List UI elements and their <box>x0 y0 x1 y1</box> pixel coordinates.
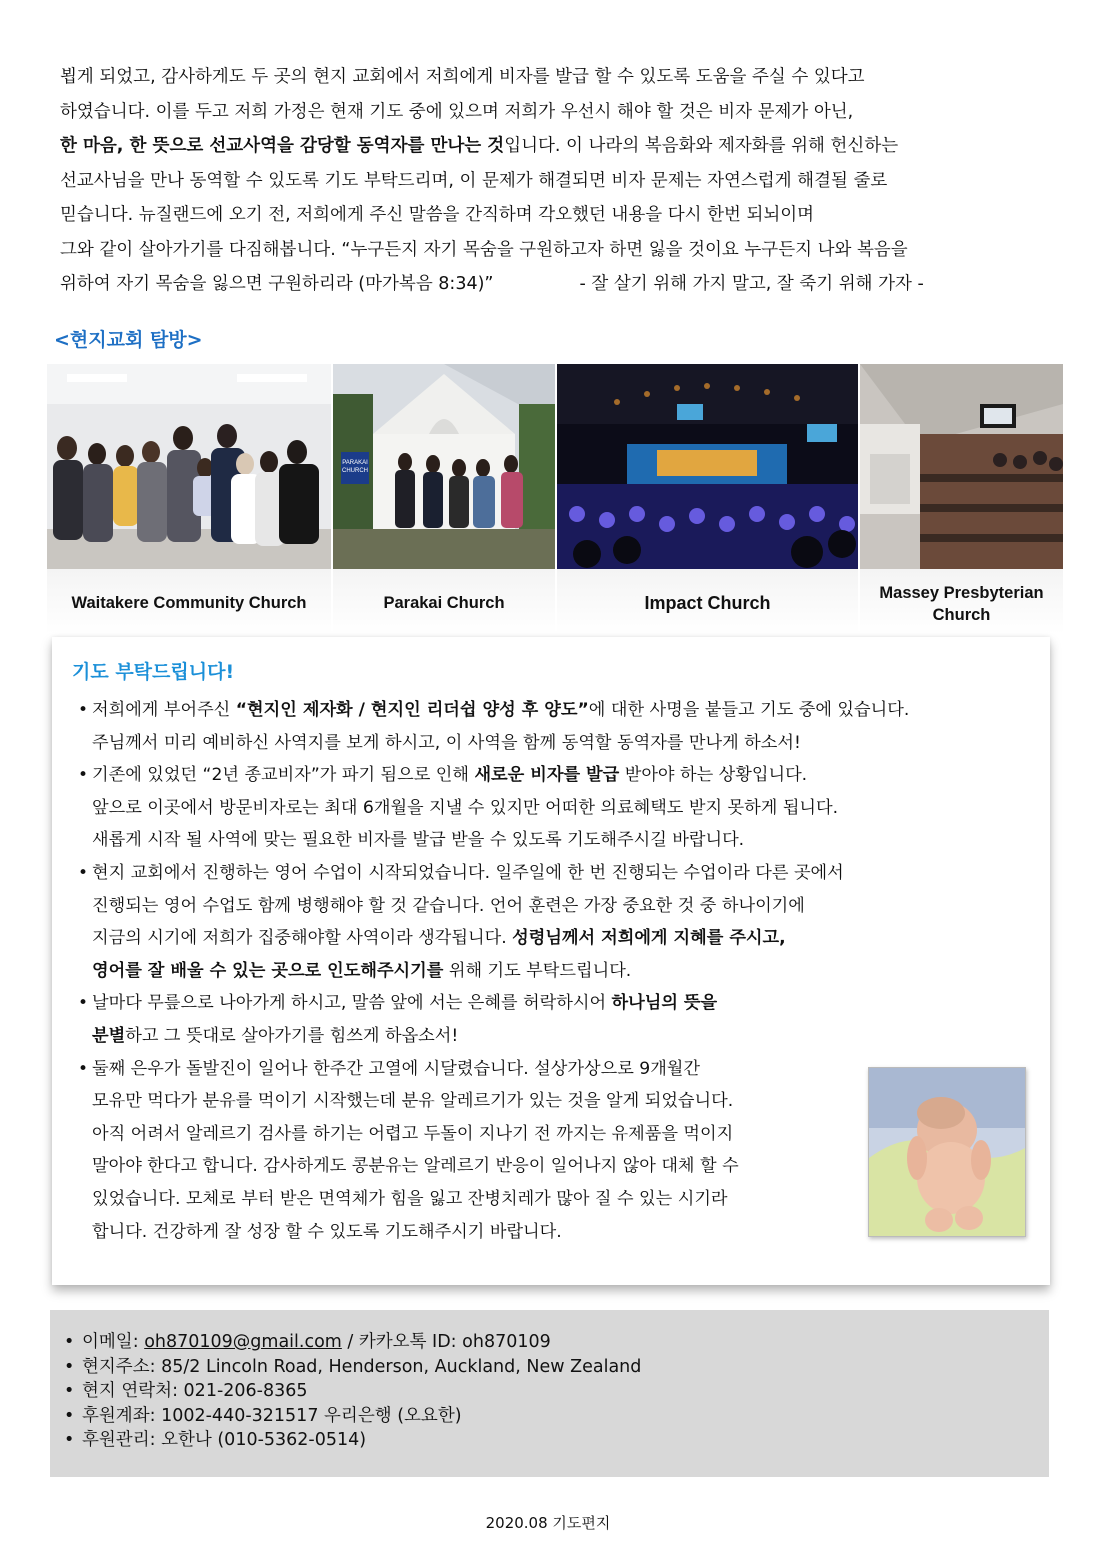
intro-line: 믿습니다. 뉴질랜드에 오기 전, 저희에게 주신 말씀을 간직하며 각오했던 내용을 다시 한번 되뇌이며 <box>60 205 815 225</box>
contact-list <box>64 1330 641 1453</box>
scripture-quote: 위하여 자기 목숨을 잃으면 구원하리라 (마가복음 8:34)” <box>60 274 494 294</box>
bullet-icon: • <box>64 1332 75 1352</box>
address-row: • 현지주소: 85/2 Lincoln Road, Henderson, Auckland, New Zealand <box>64 1355 641 1380</box>
bold-phrase: “현지인 제자화 / 현지인 리더쉽 양성 후 양도” <box>235 700 589 720</box>
intro-line: 뵙게 되었고, 감사하게도 두 곳의 현지 교회에서 저희에게 비자를 발급 할 수 있도록 도움을 주실 수 있다고 <box>60 67 865 87</box>
bold-phrase: 성령님께서 저희에게 지혜를 주시고, <box>512 928 786 949</box>
section-title: <현지교회 탐방> <box>54 329 203 351</box>
prayer-item: • 저희에게 부어주신 “현지인 제자화 / 현지인 리더쉽 양성 후 양도”에 대한 사명을 붙들고 기도 중에 있습니다. 주님께서 미리 예비하신 사역지를 보게 하시고, 이 사역을 함께 동역할 동역자를 만나게 하소서! <box>74 694 1034 759</box>
prayer-item: • 기존에 있었던 “2년 종교비자”가 파기 됨으로 인해 새로운 비자를 발급 받아야 하는 상황입니다. 앞으로 이곳에서 방문비자로는 최대 6개월을 지낼 수 있지만 어떠한 의료혜택도 받지 못하게 됩니다. 새롭게 시작 될 사역에 맞는 필요한 비자를 발급 받을 수 있도록 기도해주시길 바랍니다. <box>74 759 1034 857</box>
church-sign-text: PARAKAI <box>342 460 368 466</box>
intro-line: 선교사님을 만나 동역할 수 있도록 기도 부탁드리며, 이 문제가 해결되면 비자 문제는 자연스럽게 해결될 줄로 <box>60 170 888 191</box>
bold-phrase: 영어를 잘 배울 수 있는 곳으로 인도해주시기를 <box>92 960 444 981</box>
email-link[interactable]: oh870109@gmail.com <box>144 1332 342 1352</box>
church-photo-strip <box>47 364 1063 634</box>
prayer-title: 기도 부탁드립니다! <box>72 661 235 683</box>
footer: 2020.08 기도편지 <box>485 1514 611 1532</box>
church-caption: Impact Church <box>644 593 771 613</box>
bullet-icon: • <box>64 1381 75 1402</box>
phone-row: • 현지 연락처: 021-206-8365 <box>64 1379 641 1404</box>
manager-row: • 후원관리: 오한나 (010-5362-0514) <box>64 1428 641 1453</box>
bullet-icon: • <box>64 1430 75 1451</box>
prayer-request-box <box>52 637 1050 1285</box>
bold-phrase: 분별 <box>92 1025 126 1046</box>
account-row: • 후원계좌: 1002-440-321517 우리은행 (오요한) <box>64 1404 641 1429</box>
church-caption: Massey Presbyterian Church <box>879 584 1044 624</box>
parakai-photo <box>333 364 555 569</box>
waitakere-photo <box>47 364 331 569</box>
motto: - 잘 살기 위해 가지 말고, 잘 죽기 위해 가자 - <box>579 274 924 294</box>
intro-line-rest: 입니다. 이 나라의 복음화와 제자화를 위해 헌신하는 <box>504 136 899 156</box>
intro-line <box>60 267 1040 302</box>
prayer-item: • 날마다 무릎으로 나아가게 하시고, 말씀 앞에 서는 은혜를 허락하시어 하나님의 뜻을 분별하고 그 뜻대로 살아가기를 힘쓰게 하옵소서! <box>74 987 1034 1052</box>
impact-photo <box>557 364 858 569</box>
church-sign-text: CHURCH <box>342 468 368 474</box>
church-caption: Parakai Church <box>383 594 505 612</box>
intro-line <box>60 129 1040 164</box>
baby-photo <box>868 1067 1026 1237</box>
massey-photo <box>860 364 1063 569</box>
intro-paragraph <box>60 60 1040 302</box>
bullet-icon: • <box>78 1058 89 1079</box>
bold-phrase: 새로운 비자를 발급 <box>474 765 620 786</box>
bullet-icon: • <box>78 862 89 883</box>
prayer-item: • 둘째 은우가 돌발진이 일어나 한주간 고열에 시달렸습니다. 설상가상으로 9개월간 모유만 먹다가 분유를 먹이기 시작했는데 분유 알레르기가 있는 것을 알게 되었습니다. 아직 어려서 알레르기 검사를 하기는 어렵고 두돌이 지나기 전 까지는 유제품을 먹이지 말아야 한다고 합니다. 감사하게도 콩분유는 알레르기 반응이 일어나지 않아 대체 할 수 있었습니다. 모체로 부터 받은 면역체가 힘을 잃고 잔병치레가 많아 질 수 있는 시기라 합니다. 건강하게 잘 성장 할 수 있도록 기도해주시기 바랍니다. <box>74 1053 1034 1249</box>
bullet-icon: • <box>78 993 89 1014</box>
bold-phrase: 하나님의 뜻을 <box>611 993 718 1014</box>
bullet-icon: • <box>78 700 89 720</box>
bullet-icon: • <box>64 1405 75 1426</box>
intro-line: 그와 같이 살아가기를 다짐해봅니다. “누구든지 자기 목숨을 구원하고자 하면 잃을 것이요 누구든지 나와 복음을 <box>60 239 908 260</box>
church-caption: Waitakere Community Church <box>71 594 307 612</box>
bullet-icon: • <box>64 1356 75 1377</box>
prayer-item: • 현지 교회에서 진행하는 영어 수업이 시작되었습니다. 일주일에 한 번 진행되는 수업이라 다른 곳에서 진행되는 영어 수업도 함께 병행해야 할 것 같습니다. 언어 훈련은 가장 중요한 것 중 하나이기에 지금의 시기에 저희가 집중해야할 사역이라 생각됩니다. 성령님께서 저희에게 지혜를 주시고, 영어를 잘 배울 수 있는 곳으로 인도해주시기를 위해 기도 부탁드립니다. <box>74 857 1034 987</box>
email-row: • 이메일: oh870109@gmail.com / 카카오톡 ID: oh870109 <box>64 1330 641 1355</box>
intro-bold-phrase: 한 마음, 한 뜻으로 선교사역을 감당할 동역자를 만나는 것 <box>60 136 505 156</box>
intro-line: 하였습니다. 이를 두고 저희 가정은 현재 기도 중에 있으며 저희가 우선시 해야 할 것은 비자 문제가 아닌, <box>60 101 854 122</box>
contact-info-box <box>50 1310 1049 1477</box>
bullet-icon: • <box>78 765 89 786</box>
